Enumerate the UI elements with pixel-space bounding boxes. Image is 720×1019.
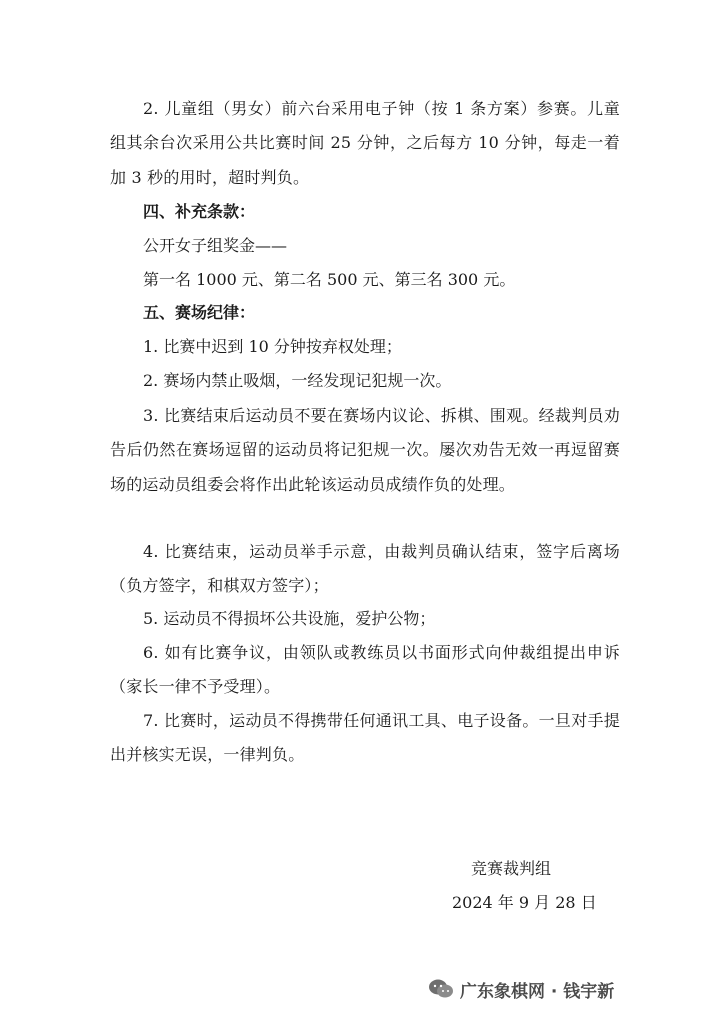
- discipline-item-2: 2. 赛场内禁止吸烟，一经发现记犯规一次。: [143, 371, 452, 390]
- discipline-item-3: 3. 比赛结束后运动员不要在赛场内议论、拆棋、围观。经裁判员劝告后仍然在赛场逗留的运动员将记犯规一次。屡次劝告无效一再逗留赛场的运动员组委会将作出此轮该运动员成绩作负的处理。: [110, 406, 620, 494]
- section-4-line-1: 公开女子组奖金——: [143, 236, 288, 255]
- signature-org: 竞赛裁判组: [471, 859, 552, 878]
- watermark: [428, 972, 614, 1006]
- section-4-line-2: 第一名 1000 元、第二名 500 元、第三名 300 元。: [143, 270, 516, 289]
- rule-2-paragraph: 2. 儿童组（男女）前六台采用电子钟（按 1 条方案）参赛。儿童组其余台次采用公共比赛时间 25 分钟，之后每方 10 分钟，每走一着加 3 秒的用时，超时判负。: [110, 99, 620, 187]
- discipline-item-5: 5. 运动员不得损坏公共设施，爱护公物；: [143, 609, 436, 628]
- section-4-heading: 四、补充条款：: [143, 202, 256, 221]
- discipline-item-6: 6. 如有比赛争议，由领队或教练员以书面形式向仲裁组提出申诉（家长一律不予受理）。: [110, 643, 620, 697]
- watermark-text: 广东象棋网 · 钱宇新: [460, 981, 615, 1002]
- discipline-item-1: 1. 比赛中迟到 10 分钟按弃权处理；: [143, 337, 402, 356]
- wechat-icon: [428, 978, 454, 1000]
- discipline-item-7: 7. 比赛时，运动员不得携带任何通讯工具、电子设备。一旦对手提出并核实无误，一律判负。: [110, 711, 620, 765]
- section-5-heading: 五、赛场纪律：: [143, 303, 256, 322]
- signature-date: 2024 年 9 月 28 日: [452, 893, 597, 912]
- discipline-item-4: 4. 比赛结束，运动员举手示意，由裁判员确认结束，签字后离场（负方签字，和棋双方签字）；: [110, 542, 620, 596]
